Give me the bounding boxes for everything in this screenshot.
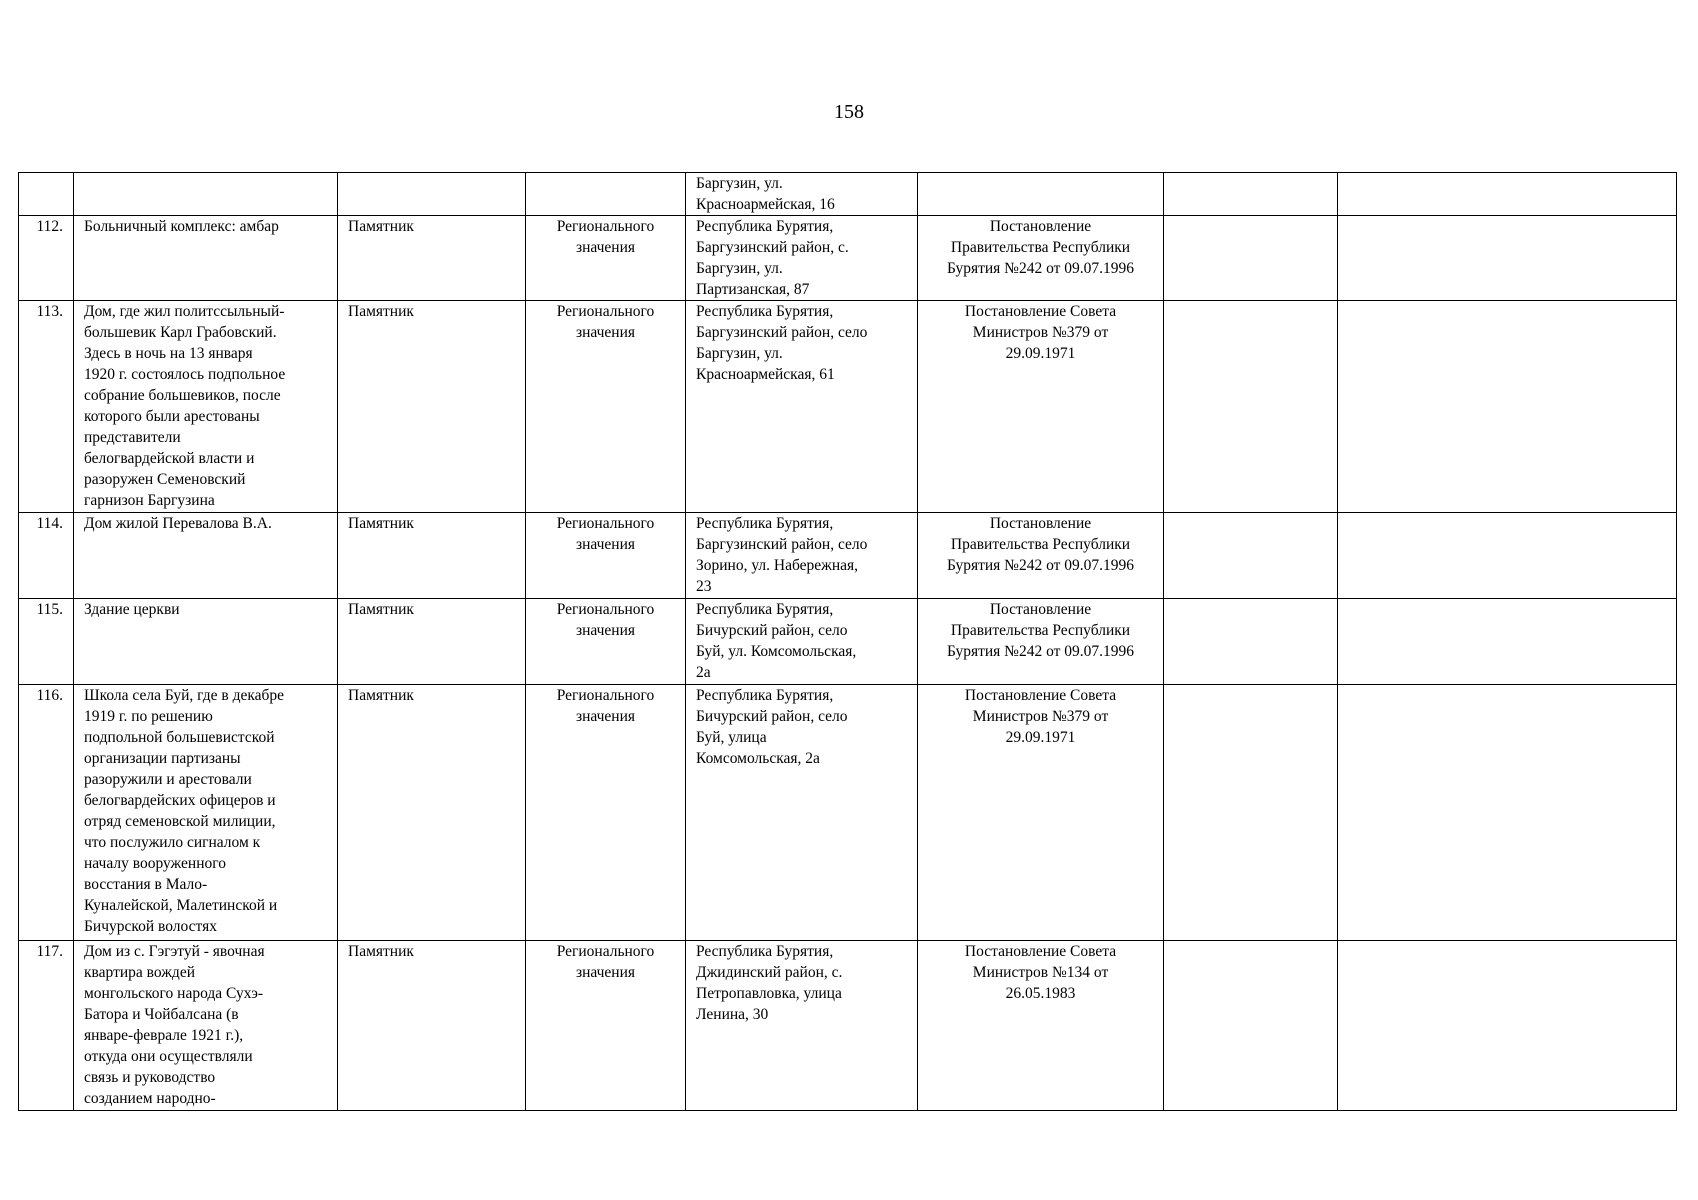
row-number: 114. [19, 513, 74, 599]
extra-column-2 [1338, 599, 1677, 685]
legal-document: Постановление Совета Министров №379 от 29.09.1971 [918, 301, 1164, 513]
object-type: Памятник [338, 513, 526, 599]
extra-column-1 [1164, 216, 1338, 301]
legal-document: Постановление Правительства Республики Бурятия №242 от 09.07.1996 [918, 216, 1164, 301]
object-category: Регионального значения [526, 513, 686, 599]
extra-column-2 [1338, 301, 1677, 513]
object-type: Памятник [338, 599, 526, 685]
object-address: Баргузин, ул. Красноармейская, 16 [686, 173, 918, 216]
object-category: Регионального значения [526, 301, 686, 513]
legal-document: Постановление Правительства Республики Бурятия №242 от 09.07.1996 [918, 513, 1164, 599]
object-type: Памятник [338, 685, 526, 941]
object-name: Дом из с. Гэгэтуй - явочная квартира вождей монгольского народа Сухэ- Батора и Чойбалсана (в январе-феврале 1921 г.), откуда они осуществляли связь и руководство созданием народно- [74, 941, 338, 1111]
table-row [19, 941, 1677, 1111]
row-number: 115. [19, 599, 74, 685]
row-number: 113. [19, 301, 74, 513]
object-name: Здание церкви [74, 599, 338, 685]
extra-column-2 [1338, 941, 1677, 1111]
object-category: Регионального значения [526, 685, 686, 941]
object-category [526, 173, 686, 216]
table-row [19, 685, 1677, 941]
legal-document: Постановление Совета Министров №379 от 29.09.1971 [918, 685, 1164, 941]
object-category: Регионального значения [526, 216, 686, 301]
table-row [19, 173, 1677, 216]
row-number: 116. [19, 685, 74, 941]
table-row [19, 599, 1677, 685]
object-type: Памятник [338, 941, 526, 1111]
heritage-registry-table [18, 172, 1677, 1111]
object-address: Республика Бурятия, Бичурский район, село Буй, ул. Комсомольская, 2а [686, 599, 918, 685]
table-row [19, 301, 1677, 513]
row-number [19, 173, 74, 216]
extra-column-1 [1164, 301, 1338, 513]
object-type [338, 173, 526, 216]
table-row [19, 513, 1677, 599]
legal-document: Постановление Совета Министров №134 от 26.05.1983 [918, 941, 1164, 1111]
extra-column-2 [1338, 173, 1677, 216]
object-name [74, 173, 338, 216]
row-number: 112. [19, 216, 74, 301]
object-address: Республика Бурятия, Баргузинский район, село Баргузин, ул. Красноармейская, 61 [686, 301, 918, 513]
extra-column-1 [1164, 173, 1338, 216]
object-name: Дом, где жил политссыльный- большевик Карл Грабовский. Здесь в ночь на 13 января 1920 г. состоялось подпольное собрание большевиков, после которого были арестованы представители белогвардейской власти и разоружен Семеновский гарнизон Баргузина [74, 301, 338, 513]
extra-column-1 [1164, 599, 1338, 685]
page-number: 158 [834, 101, 864, 123]
object-address: Республика Бурятия, Баргузинский район, с. Баргузин, ул. Партизанская, 87 [686, 216, 918, 301]
object-type: Памятник [338, 301, 526, 513]
extra-column-2 [1338, 685, 1677, 941]
object-address: Республика Бурятия, Баргузинский район, село Зорино, ул. Набережная, 23 [686, 513, 918, 599]
extra-column-2 [1338, 216, 1677, 301]
legal-document [918, 173, 1164, 216]
row-number: 117. [19, 941, 74, 1111]
extra-column-1 [1164, 941, 1338, 1111]
object-category: Регионального значения [526, 599, 686, 685]
object-address: Республика Бурятия, Джидинский район, с. Петропавловка, улица Ленина, 30 [686, 941, 918, 1111]
legal-document: Постановление Правительства Республики Бурятия №242 от 09.07.1996 [918, 599, 1164, 685]
object-category: Регионального значения [526, 941, 686, 1111]
extra-column-1 [1164, 513, 1338, 599]
extra-column-2 [1338, 513, 1677, 599]
table-row [19, 216, 1677, 301]
extra-column-1 [1164, 685, 1338, 941]
object-address: Республика Бурятия, Бичурский район, село Буй, улица Комсомольская, 2а [686, 685, 918, 941]
object-name: Дом жилой Перевалова В.А. [74, 513, 338, 599]
object-name: Школа села Буй, где в декабре 1919 г. по решению подпольной большевистской организации партизаны разоружили и арестовали белогвардейских офицеров и отряд семеновской милиции, что послужило сигналом к началу вооруженного восстания в Мало- Куналейской, Малетинской и Бичурской волостях [74, 685, 338, 941]
object-type: Памятник [338, 216, 526, 301]
object-name: Больничный комплекс: амбар [74, 216, 338, 301]
